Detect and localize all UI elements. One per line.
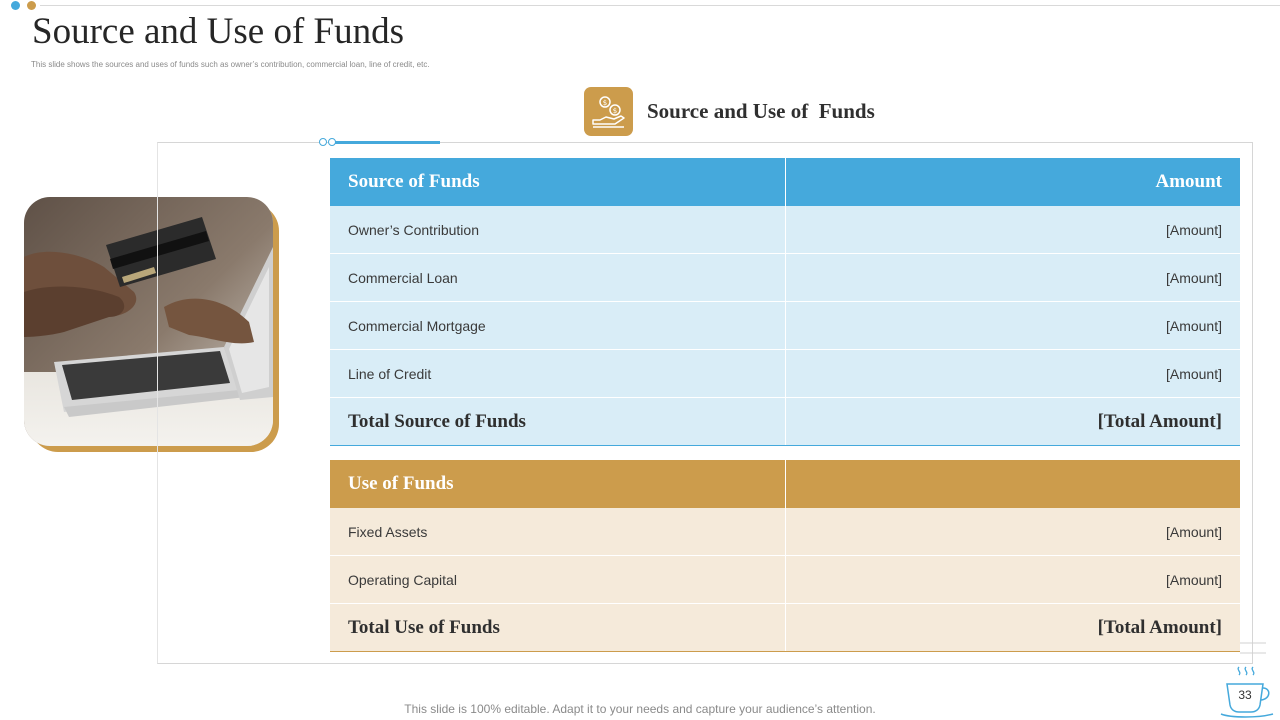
page-number: 33	[1238, 688, 1252, 702]
total-label: Total Source of Funds	[330, 398, 786, 446]
column-header-use: Use of Funds	[330, 460, 786, 508]
slide-subtitle: This slide shows the sources and uses of funds such as owner’s contribution, commercial loan, line of credit, etc.	[31, 60, 430, 69]
use-of-funds-table	[330, 460, 1240, 652]
row-label: Commercial Loan	[330, 254, 786, 302]
total-amount: [Total Amount]	[786, 604, 1241, 652]
svg-text:$: $	[602, 99, 608, 107]
total-amount: [Total Amount]	[786, 398, 1241, 446]
row-amount: [Amount]	[786, 206, 1241, 254]
frame-accent-line	[335, 141, 440, 144]
table-header-row	[330, 158, 1240, 206]
table-row	[330, 302, 1240, 350]
row-label: Line of Credit	[330, 350, 786, 398]
table-header-row	[330, 460, 1240, 508]
row-label: Fixed Assets	[330, 508, 786, 556]
column-header-amount: Amount	[786, 158, 1241, 206]
row-amount: [Amount]	[786, 556, 1241, 604]
table-row	[330, 206, 1240, 254]
svg-text:$: $	[612, 107, 618, 115]
row-amount: [Amount]	[786, 508, 1241, 556]
top-divider	[40, 5, 1280, 6]
row-label: Commercial Mortgage	[330, 302, 786, 350]
decor-dot-gold	[27, 1, 36, 10]
hand-coins-icon	[584, 87, 633, 136]
source-of-funds-table	[330, 158, 1240, 446]
row-amount: [Amount]	[786, 350, 1241, 398]
total-row	[330, 604, 1240, 652]
slide-footer: This slide is 100% editable. Adapt it to your needs and capture your audience’s attention.	[404, 702, 876, 716]
table-row	[330, 254, 1240, 302]
decor-ring	[319, 138, 327, 146]
table-row	[330, 350, 1240, 398]
decor-dot-blue	[11, 1, 20, 10]
row-amount: [Amount]	[786, 254, 1241, 302]
row-label: Operating Capital	[330, 556, 786, 604]
decor-ring	[328, 138, 336, 146]
column-header-empty	[786, 460, 1241, 508]
row-label: Owner’s Contribution	[330, 206, 786, 254]
total-row	[330, 398, 1240, 446]
total-label: Total Use of Funds	[330, 604, 786, 652]
row-amount: [Amount]	[786, 302, 1241, 350]
table-row	[330, 508, 1240, 556]
slide-title: Source and Use of Funds	[32, 11, 405, 52]
decor-lines	[1240, 641, 1266, 655]
column-header-source: Source of Funds	[330, 158, 786, 206]
table-row	[330, 556, 1240, 604]
section-heading: Source and Use of Funds	[647, 99, 875, 123]
